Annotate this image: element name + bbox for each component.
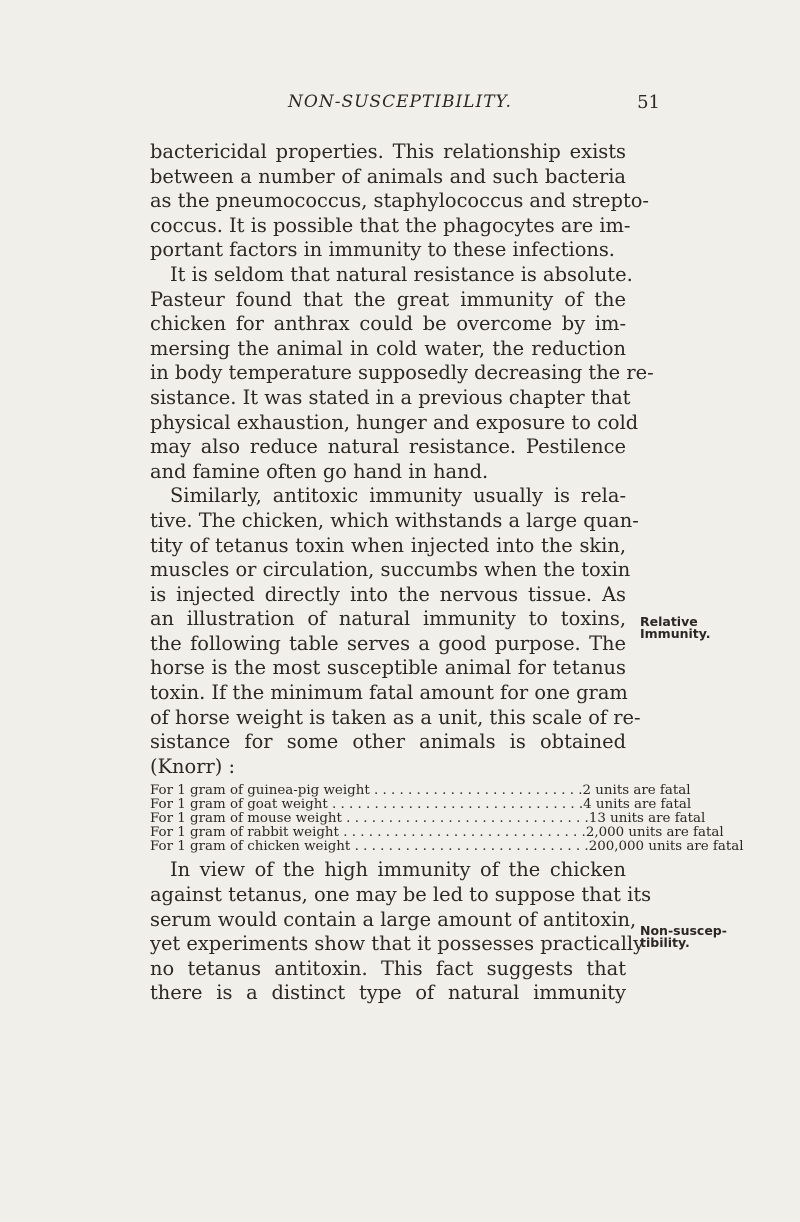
text-line: in body temperature supposedly decreasing the re-	[150, 361, 654, 385]
margin-note-relative-immunity: Relative Immunity.	[640, 614, 711, 641]
table-row-label: For 1 gram of rabbit weight . . . . . . . . . . . . . . . . . . . . . . . . . . . . .	[150, 824, 586, 840]
text-line: bactericidal properties. This relationship exists	[150, 140, 626, 163]
text-line: portant factors in immunity to these infections.	[150, 238, 615, 262]
table-row-label: For 1 gram of chicken weight . . . . . . . . . . . . . . . . . . . . . . . . . . . .	[150, 838, 589, 854]
text-line: (Knorr) :	[150, 754, 236, 778]
text-line: Pasteur found that the great immunity of the	[150, 287, 626, 311]
table-row	[150, 811, 706, 827]
text-line: yet experiments show that it possesses practically	[150, 932, 645, 956]
table-row	[150, 838, 744, 854]
paragraph-2	[150, 262, 654, 484]
text-line: and famine often go hand in hand.	[150, 459, 489, 483]
text-line: In view of the high immunity of the chicken	[170, 858, 626, 882]
running-title: NON-SUSCEPTIBILITY.	[288, 92, 512, 112]
table-row-value: 2 units are fatal	[582, 783, 691, 799]
text-line: physical exhaustion, hunger and exposure to cold	[150, 410, 639, 434]
table-row-value: 13 units are fatal	[588, 811, 706, 827]
text-line: sistance for some other animals is obtained	[150, 730, 626, 754]
text-line: tity of tetanus toxin when injected into the skin,	[150, 533, 626, 557]
text-line: Similarly, antitoxic immunity usually is rela-	[170, 484, 626, 508]
page-number: 51	[637, 92, 660, 113]
immunity-table	[150, 783, 744, 854]
text-line: It is seldom that natural resistance is absolute.	[170, 262, 633, 286]
text-line: between a number of animals and such bacteria	[150, 164, 626, 188]
table-row-value: 2,000 units are fatal	[585, 824, 724, 840]
margin-note-non-susceptibility: Non-suscep- tibility.	[640, 923, 727, 950]
table-row	[150, 824, 724, 840]
paragraph-1	[150, 140, 649, 263]
text-line: may also reduce natural resistance. Pestilence	[150, 435, 626, 459]
table-row	[150, 783, 691, 799]
text-line: is injected directly into the nervous tissue. As	[150, 582, 626, 606]
text-line: muscles or circulation, succumbs when the toxin	[150, 558, 631, 582]
table-row-label: For 1 gram of goat weight . . . . . . . . . . . . . . . . . . . . . . . . . . . . . .	[150, 797, 584, 813]
text-line: an illustration of natural immunity to toxins,	[150, 607, 626, 631]
text-line: of horse weight is taken as a unit, this scale of re-	[150, 705, 641, 729]
text-line: no tetanus antitoxin. This fact suggests that	[150, 956, 626, 980]
table-row-value: 200,000 units are fatal	[588, 838, 744, 854]
text-line: toxin. If the minimum fatal amount for one gram	[150, 681, 628, 705]
page-header	[0, 92, 800, 116]
table-row-value: 4 units are fatal	[583, 797, 692, 813]
text-line: the following table serves a good purpose. The	[150, 631, 626, 655]
text-line: there is a distinct type of natural immunity	[150, 981, 626, 1005]
text-line: mersing the animal in cold water, the reduction	[150, 336, 626, 360]
text-line: horse is the most susceptible animal for tetanus	[150, 656, 626, 680]
paragraph-4	[150, 858, 652, 1006]
text-line: coccus. It is possible that the phagocytes are im-	[150, 213, 631, 237]
text-line: sistance. It was stated in a previous chapter that	[150, 385, 631, 409]
text-line: tive. The chicken, which withstands a large quan-	[150, 508, 639, 532]
paragraph-3	[150, 484, 641, 779]
table-row	[150, 797, 692, 813]
table-row-label: For 1 gram of guinea-pig weight . . . . . . . . . . . . . . . . . . . . . . . . .	[150, 783, 583, 799]
text-line: as the pneumococcus, staphylococcus and strepto-	[150, 189, 649, 213]
text-line: against tetanus, one may be led to suppose that its	[150, 883, 652, 907]
text-line: chicken for anthrax could be overcome by im-	[150, 312, 626, 336]
text-line: serum would contain a large amount of antitoxin,	[150, 907, 637, 931]
table-row-label: For 1 gram of mouse weight . . . . . . . . . . . . . . . . . . . . . . . . . . . . .	[150, 811, 589, 827]
